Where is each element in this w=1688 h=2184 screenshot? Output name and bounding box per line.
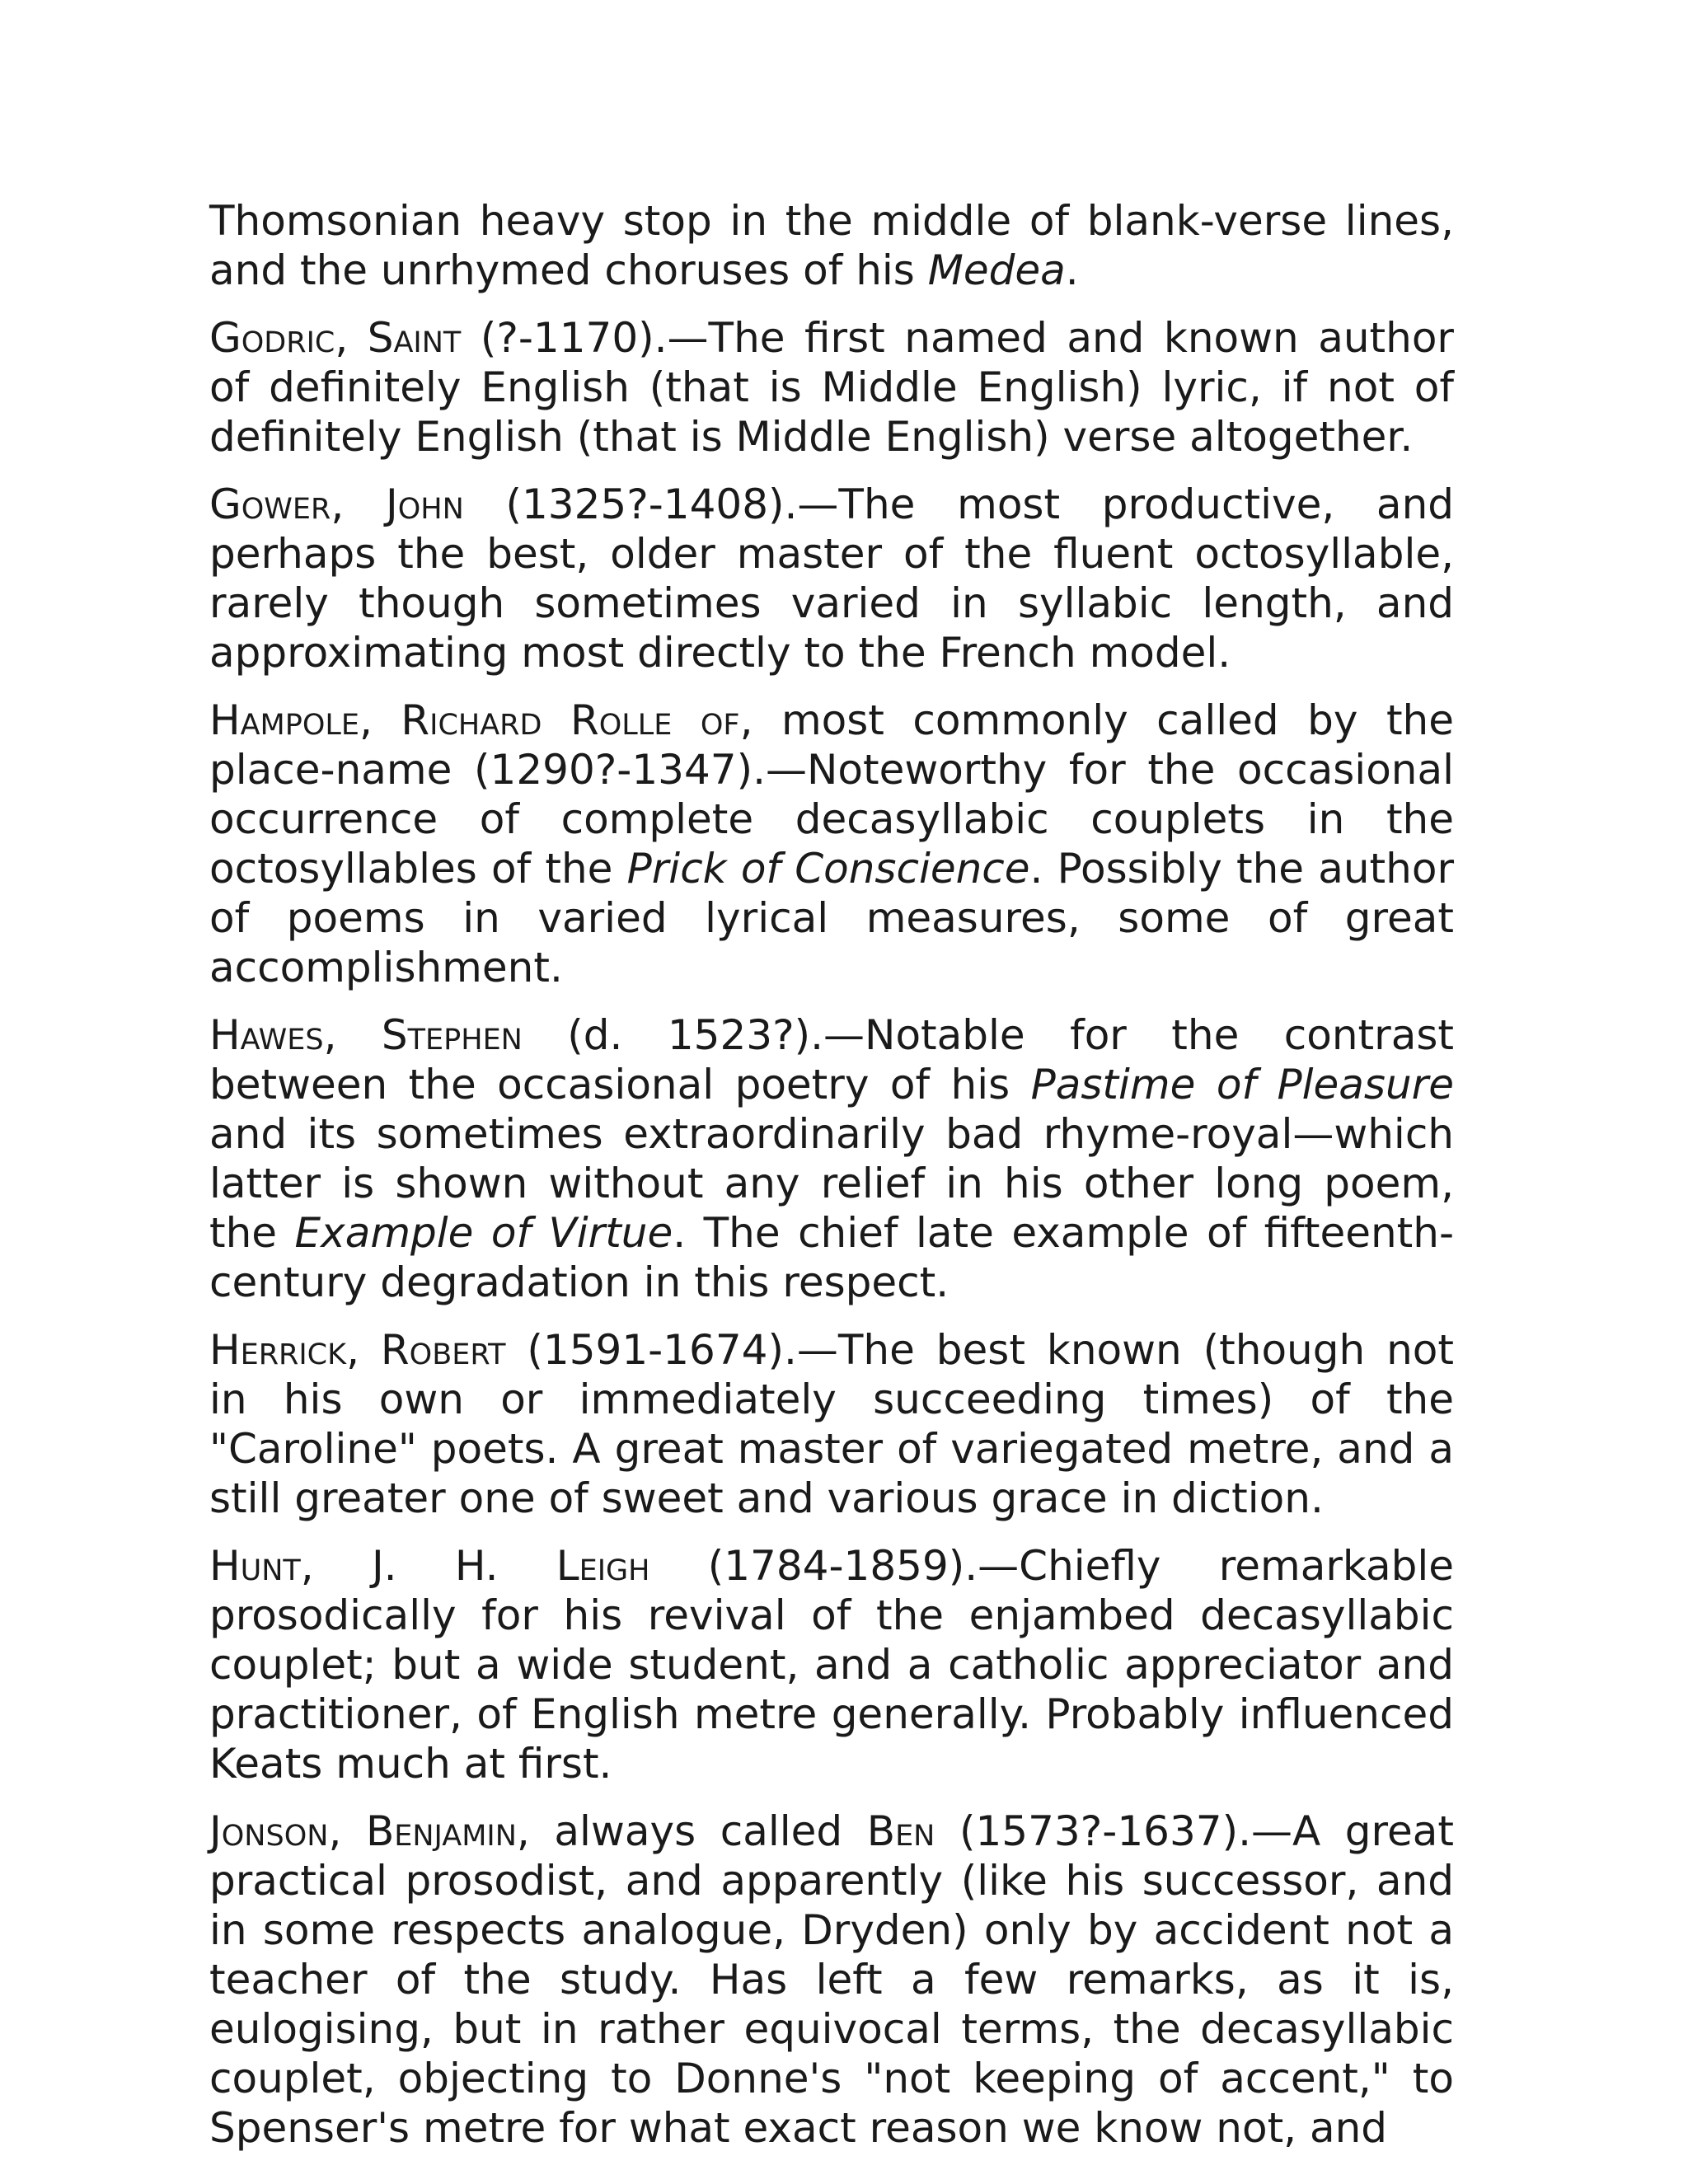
entry-surname: Godric [209,314,335,362]
entry-hawes [209,1010,1454,1307]
text-run: . [1065,246,1079,294]
entry-surname: Jonson [209,1807,329,1855]
entry-surname: Herrick [209,1326,347,1374]
entry-description: . Possibly the author of poems in varied lyrical measures, some of great accomplishment. [209,845,1454,991]
entry-surname: Hawes [209,1011,324,1059]
entry-description: (1325?-1408).—The most productive, and perhaps the best, older master of the fluent octosyllable, rarely though sometimes varied in syllabic length, and approximating most directly to the French model. [209,480,1454,677]
page-body [209,196,1454,2171]
entry-herrick [209,1325,1454,1523]
entry-description: (1784-1859).—Chiefly remarkable prosodically for his revival of the enjambed decasyllabic couplet; but a wide student, and a catholic appreciator and practitioner, of English metre generally. Probably influenced Keats much at first. [209,1542,1455,1788]
entry-description: (?-1170).—The first named and known author of definitely English (that is Middle English) lyric, if not of definitely English (that is Middle English) verse altogether. [209,314,1454,461]
entry-jonson [209,1807,1454,2153]
text-run: , J. H. [300,1542,556,1590]
entry-godric [209,313,1454,462]
text-run: , [328,1807,366,1855]
entry-forename: Saint [367,314,462,362]
entry-hunt [209,1541,1454,1788]
entry-surname: Hampole [209,696,360,744]
text-run: , [335,314,368,362]
entry-description: . The chief late example of fifteenth-century degradation in this respect. [209,1209,1455,1306]
text-run: , [331,480,386,528]
entry-surname: Gower [209,480,331,528]
entry-forename: Stephen [381,1011,523,1059]
entry-forename: Robert [380,1326,506,1374]
entry-description: (d. 1523?).—Notable for the contrast between the occasional poetry of his [209,1011,1454,1108]
entry-forename: Richard Rolle of [401,696,740,744]
entry-surname: Hunt [209,1542,301,1590]
entry-nickname: Ben [866,1807,935,1855]
entry-forename: Leigh [556,1542,650,1590]
title-prick-of-conscience: Prick of Conscience [626,845,1030,893]
text-run: , always called [516,1807,867,1855]
title-example-of-virtue: Example of Virtue [294,1209,673,1257]
entry-forename: John [385,480,464,528]
entry-gower [209,480,1454,677]
title-pastime-of-pleasure: Pastime of Pleasure [1030,1061,1454,1108]
entry-hampole [209,696,1454,992]
paragraph-medea [209,196,1454,295]
text-run: , [346,1326,381,1374]
text-run: Thomsonian heavy stop in the middle of blank-verse lines, and the unrhymed choruses of his [209,197,1454,294]
text-run: , [323,1011,382,1059]
entry-description: (1573?-1637).—A great practical prosodist, and apparently (like his successor, and in some respects analogue, Dryden) only by accident not a teacher of the study. Has left a few remarks, as it is, eulogising, but in rather equivocal terms, the decasyllabic couplet, objecting to Donne's "not keeping of accent," to Spenser's metre for what exact reason we know not, and [209,1807,1454,2152]
title-medea: Medea [927,246,1066,294]
entry-description: (1591-1674).—The best known (though not in his own or immediately succeeding times) of the "Caroline" poets. A great master of variegated metre, and a still greater one of sweet and various grace in diction. [209,1326,1454,1522]
text-run: , [359,696,401,744]
entry-description: , most commonly called by the place-name (1290?-1347).—Noteworthy for the occasional occurrence of complete decasyllabic couplets in the octosyllables of the [209,696,1454,893]
entry-forename: Benjamin [365,1807,517,1855]
entry-description: and its sometimes extraordinarily bad rhyme-royal—which latter is shown without any relief in his other long poem, the [209,1110,1454,1257]
